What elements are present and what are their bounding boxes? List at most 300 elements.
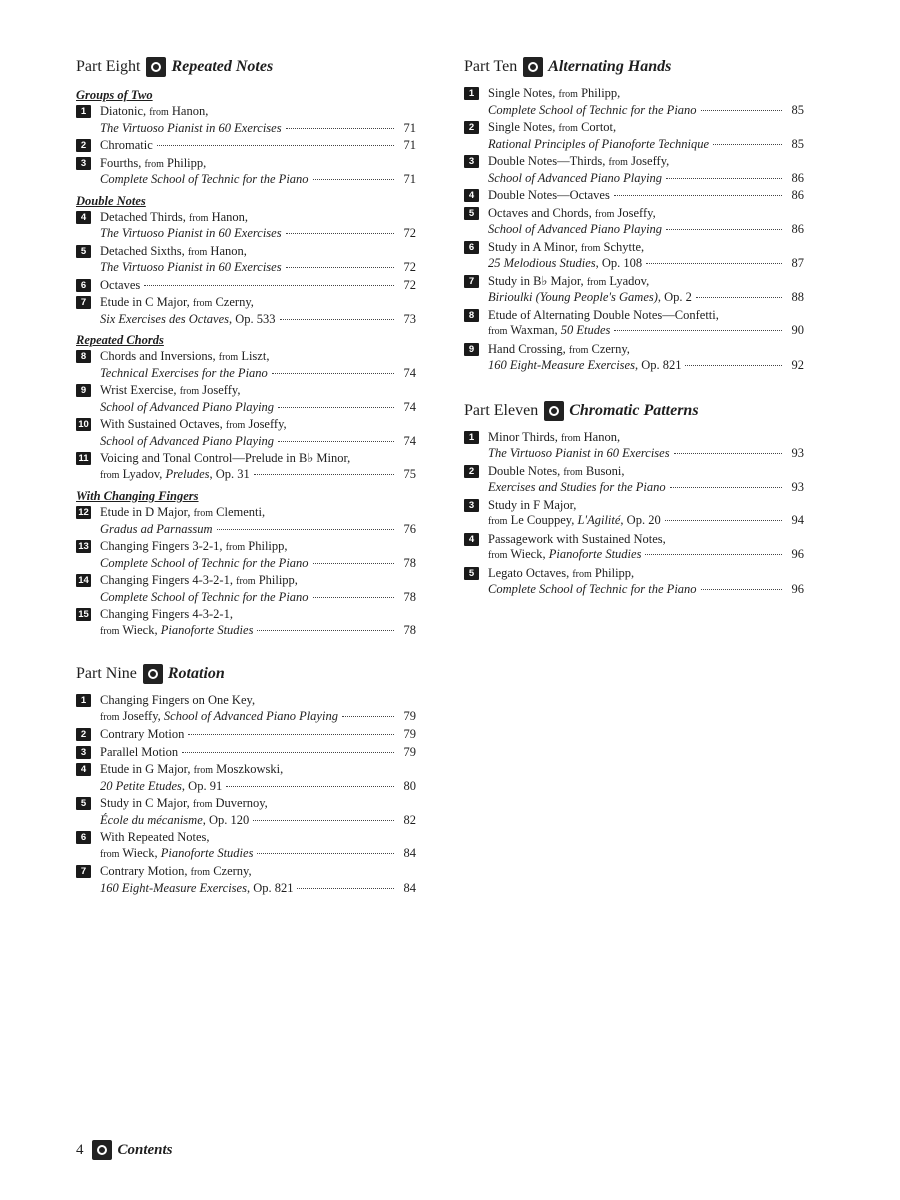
entry-number-badge: 5: [76, 797, 91, 810]
source-title: The Virtuoso Pianist in 60 Exercises: [100, 260, 282, 274]
toc-entry: [464, 532, 804, 564]
entry-line: [488, 256, 804, 272]
from-word: from: [608, 157, 628, 168]
dot-leader: [701, 107, 782, 111]
entry-body: [488, 308, 804, 340]
page-number: 74: [403, 365, 416, 380]
dot-leader: [313, 594, 394, 598]
source-title: Complete School of Technic for the Piano: [100, 589, 309, 604]
from-word: from: [580, 242, 601, 254]
source-title: 20 Petite Etudes: [100, 778, 182, 793]
entry-line: [488, 171, 804, 187]
part-title: Rotation: [167, 665, 225, 682]
entry-line: [100, 556, 416, 572]
entry-number-badge: 5: [464, 207, 479, 220]
entry-line: [488, 358, 804, 374]
source-title: Birioulki (Young People's Games): [488, 290, 658, 304]
entry-title-line: [100, 762, 283, 779]
entry-line: [488, 206, 804, 223]
part-nine-entries: [76, 693, 416, 896]
from-word: from: [488, 550, 508, 561]
composer-name: Czerny,: [215, 295, 254, 309]
source-title: Exercises and Studies for the Piano: [488, 480, 666, 494]
entry-number-badge: 8: [464, 309, 479, 322]
entry-number-badge: 9: [464, 343, 479, 356]
toc-entry: [76, 796, 416, 828]
entry-body: [488, 464, 804, 496]
page-footer: [76, 1140, 173, 1160]
entry-number-badge: 4: [76, 763, 91, 776]
entry-line: [488, 342, 804, 359]
source-title: L'Agilité: [577, 513, 621, 527]
entry-source-line: [100, 709, 338, 726]
entry-source-line: [488, 513, 661, 530]
entry-line: [100, 383, 416, 400]
entry-source-line: [488, 582, 697, 598]
composer-name: Clementi,: [216, 505, 266, 519]
entry-title-line: [100, 278, 140, 294]
entry-body: [100, 573, 416, 605]
entry-number-badge: 6: [464, 241, 479, 254]
from-word: from: [188, 212, 209, 224]
entry-line: [488, 513, 804, 530]
dot-leader: [614, 192, 782, 196]
entry-title-line: [488, 120, 616, 137]
page-number: 78: [403, 555, 416, 570]
entry-title-line: [488, 86, 620, 103]
entry-title-line: [100, 383, 240, 400]
entry-line: [488, 323, 804, 340]
entry-line: [100, 312, 416, 328]
entry-title: Detached Thirds,: [100, 209, 186, 224]
entry-number-badge: 1: [76, 105, 91, 118]
entry-title: Changing Fingers 4-3-2-1,: [100, 573, 233, 587]
entry-line: [488, 446, 804, 462]
entry-body: [100, 349, 416, 381]
entry-title: Study in C Major,: [100, 796, 190, 810]
dot-leader: [144, 282, 394, 286]
composer-name: Busoni,: [585, 463, 625, 478]
dot-leader: [257, 850, 394, 854]
from-word: from: [225, 420, 246, 431]
part-nine-heading: [76, 659, 416, 689]
entry-title-line: [100, 607, 233, 623]
toc-entry: [464, 86, 804, 118]
entry-source-line: [100, 312, 276, 328]
toc-entry: [76, 762, 416, 794]
piano-logo-icon: [92, 1140, 112, 1160]
entry-line: [100, 138, 416, 154]
page-number: 82: [403, 812, 416, 827]
dot-leader: [280, 316, 394, 320]
entry-line: [100, 104, 416, 121]
entry-line: [100, 522, 416, 538]
entry-title: Contrary Motion: [100, 727, 185, 741]
toc-entry: [464, 464, 804, 496]
from-word: from: [586, 276, 607, 288]
source-title: The Virtuoso Pianist in 60 Exercises: [100, 226, 282, 240]
page-number: 79: [403, 744, 416, 759]
from-word: from: [100, 848, 120, 860]
entry-title-line: [100, 244, 247, 261]
entry-body: [100, 830, 416, 862]
entry-title-line: [100, 104, 208, 121]
page-number: 85: [791, 102, 804, 117]
from-word: from: [100, 711, 120, 723]
toc-entry: [76, 745, 416, 761]
composer-name: Wieck,: [122, 622, 158, 637]
entry-source-line: [100, 813, 249, 829]
opus-number: , Op. 120: [202, 812, 250, 827]
part-eleven-entries: [464, 430, 804, 598]
composer-name: Philipp,: [167, 155, 207, 170]
from-word: from: [236, 576, 256, 587]
composer-name: Hanon,: [210, 243, 247, 258]
dot-leader: [188, 731, 394, 735]
toc-entry: [464, 498, 804, 530]
opus-number: , Op. 821: [634, 358, 682, 372]
entry-source-line: [100, 400, 274, 416]
from-word: from: [193, 508, 214, 519]
source-title: School of Advanced Piano Playing: [100, 433, 275, 448]
entry-title: Wrist Exercise,: [100, 383, 177, 397]
from-word: from: [572, 568, 592, 580]
piano-logo-icon: [523, 57, 543, 77]
from-word: from: [594, 208, 615, 220]
source-title: School of Advanced Piano Playing: [100, 399, 275, 414]
page-number: 96: [791, 547, 804, 561]
page-number: 71: [403, 120, 416, 135]
composer-name: Cortot,: [581, 120, 617, 134]
entry-line: [100, 762, 416, 779]
page-number: 72: [403, 277, 416, 292]
toc-entry: [76, 727, 416, 743]
entry-line: [100, 467, 416, 484]
composer-name: Duvernoy,: [215, 796, 268, 810]
entry-title-line: [100, 796, 268, 813]
entry-title-line: [100, 830, 210, 846]
toc-entry: [464, 206, 804, 238]
source-title: Pianoforte Studies: [160, 845, 254, 860]
entry-line: [100, 295, 416, 312]
entry-source-line: [488, 103, 697, 119]
entry-source-line: [488, 256, 642, 272]
entry-line: [100, 400, 416, 416]
entry-title-line: [488, 342, 630, 359]
entry-body: [488, 86, 804, 118]
composer-name: Joseffy,: [122, 708, 161, 723]
part-eleven-heading: [464, 396, 804, 426]
page-number: 84: [403, 880, 416, 895]
entry-line: [488, 308, 804, 324]
entry-line: [100, 226, 416, 242]
entry-title: Changing Fingers on One Key,: [100, 693, 256, 707]
dot-leader: [674, 450, 782, 454]
entry-line: [100, 709, 416, 726]
entry-number-badge: 13: [76, 540, 91, 553]
entry-title: Parallel Motion: [100, 744, 179, 759]
entry-line: [100, 210, 416, 227]
dot-leader: [286, 264, 394, 268]
entry-title: Study in A Minor,: [488, 239, 578, 254]
source-title: 160 Eight-Measure Exercises: [100, 880, 247, 895]
toc-entry: [76, 138, 416, 154]
toc-entry: [464, 240, 804, 272]
dot-leader: [313, 560, 394, 564]
entry-number-badge: 12: [76, 506, 91, 519]
source-title: 25 Melodious Studies: [488, 256, 596, 270]
dot-leader: [666, 175, 782, 179]
entry-body: [100, 745, 416, 761]
entry-line: [100, 539, 416, 556]
toc-entry: [76, 864, 416, 896]
entry-number-badge: 7: [76, 296, 91, 309]
entry-body: [488, 240, 804, 272]
entry-title: Hand Crossing,: [488, 341, 566, 356]
entry-body: [100, 138, 416, 154]
page-number: 79: [403, 708, 416, 723]
piano-logo-icon: [544, 401, 564, 421]
page-number: 94: [791, 513, 804, 527]
entry-source-line: [100, 590, 309, 606]
part-title: Alternating Hands: [548, 58, 672, 75]
from-word: from: [100, 625, 120, 637]
left-column: [76, 52, 416, 898]
from-word: from: [558, 123, 578, 134]
source-title: Technical Exercises for the Piano: [100, 365, 268, 380]
source-title: Pianoforte Studies: [548, 547, 642, 561]
from-word: from: [187, 246, 208, 258]
entry-body: [100, 451, 416, 483]
dot-leader: [272, 370, 394, 374]
entry-source-line: [488, 446, 670, 462]
dot-leader: [226, 783, 394, 787]
entry-body: [100, 383, 416, 415]
dot-leader: [217, 526, 394, 530]
entry-title-line: [100, 505, 265, 522]
page-number: 86: [791, 188, 804, 202]
entry-number-badge: 14: [76, 574, 91, 587]
composer-name: Wieck,: [122, 845, 158, 860]
entry-number-badge: 11: [76, 452, 91, 465]
entry-line: [100, 796, 416, 813]
toc-entry: [464, 120, 804, 152]
group-heading: Groups of Two: [76, 88, 153, 102]
page-number: 80: [403, 778, 416, 793]
entry-line: [100, 813, 416, 829]
entry-title: Passagework with Sustained Notes,: [488, 531, 666, 546]
entry-title: Changing Fingers 4-3-2-1,: [100, 607, 233, 621]
dot-leader: [645, 551, 782, 555]
entry-line: [100, 121, 416, 137]
entry-source-line: [100, 467, 250, 484]
toc-entry: [76, 383, 416, 415]
toc-entry: [76, 295, 416, 327]
source-title: Rational Principles of Pianoforte Technique: [488, 136, 710, 151]
page-number: 78: [403, 622, 416, 637]
entry-source-line: [100, 434, 274, 450]
page-number: 75: [403, 466, 416, 481]
entry-title-line: [488, 464, 624, 481]
from-word: from: [100, 469, 120, 481]
entry-source-line: [100, 226, 282, 242]
entry-number-badge: 4: [464, 533, 479, 546]
entry-title-line: [488, 274, 649, 291]
composer-name: Moszkowski,: [216, 762, 284, 776]
entry-title: With Sustained Octaves,: [100, 417, 223, 431]
entry-line: [488, 582, 804, 598]
entry-source-line: [488, 222, 662, 238]
entry-number-badge: 2: [464, 121, 479, 134]
entry-source-line: [488, 290, 692, 306]
entry-title: Etude of Alternating Double Notes—Confetti,: [488, 307, 719, 322]
page-number: 78: [403, 589, 416, 604]
page-number: 86: [791, 222, 804, 236]
dot-leader: [278, 438, 394, 442]
entry-body: [100, 295, 416, 327]
from-word: from: [563, 466, 583, 478]
opus-number: , Op. 821: [246, 880, 294, 895]
toc-entry: [76, 417, 416, 449]
toc-entry: [76, 104, 416, 136]
entry-number-badge: 7: [76, 865, 91, 878]
page-number: 86: [791, 170, 804, 185]
entry-title-line: [100, 693, 255, 709]
entry-line: [100, 693, 416, 709]
dot-leader: [713, 141, 782, 145]
entry-source-line: [488, 480, 666, 496]
toc-entry: [76, 156, 416, 188]
toc-entry: [464, 430, 804, 462]
entry-body: [100, 104, 416, 136]
dot-leader: [685, 362, 782, 366]
dot-leader: [614, 327, 782, 331]
dot-leader: [342, 713, 394, 717]
entry-title-line: [488, 308, 719, 324]
entry-body: [100, 727, 416, 743]
toc-entry: [76, 539, 416, 571]
page-number: 92: [791, 358, 804, 372]
entry-title-line: [100, 539, 288, 556]
dot-leader: [253, 817, 394, 821]
page-number: 4: [76, 1141, 84, 1158]
from-word: from: [558, 89, 578, 100]
entry-body: [100, 693, 416, 725]
entry-title: Legato Octaves,: [488, 565, 570, 580]
page-number: 74: [403, 399, 416, 414]
entry-title: Double Notes—Thirds,: [488, 154, 606, 168]
toc-entry: [464, 342, 804, 374]
entry-title-line: [100, 864, 252, 881]
from-word: from: [488, 326, 508, 337]
source-title: 50 Etudes: [560, 323, 611, 337]
toc-entry: [76, 210, 416, 242]
entry-line: [100, 727, 416, 743]
composer-name: Czerny,: [213, 864, 252, 878]
piano-logo-icon: [146, 57, 166, 77]
entry-line: [100, 830, 416, 846]
entry-line: [100, 623, 416, 640]
composer-name: Hanon,: [211, 209, 249, 224]
opus-number: , Op. 2: [657, 290, 692, 304]
entry-number-badge: 9: [76, 384, 91, 397]
entry-line: [100, 573, 416, 590]
entry-body: [488, 154, 804, 186]
from-word: from: [225, 542, 246, 553]
entry-line: [100, 607, 416, 623]
entry-title-line: [488, 430, 620, 447]
toc-entry: [76, 607, 416, 639]
page-number: 93: [791, 446, 804, 460]
entry-body: [488, 342, 804, 374]
entry-number-badge: 4: [76, 211, 91, 224]
opus-number: , Op. 533: [229, 311, 276, 326]
entry-line: [100, 349, 416, 366]
source-title: Complete School of Technic for the Piano: [488, 582, 697, 596]
from-word: from: [568, 344, 589, 356]
entry-body: [100, 864, 416, 896]
entry-line: [100, 590, 416, 606]
from-word: from: [192, 298, 213, 309]
entry-body: [100, 210, 416, 242]
entry-source-line: [488, 171, 662, 187]
entry-title-line: [100, 349, 269, 366]
entry-number-badge: 6: [76, 279, 91, 292]
entry-title: Octaves and Chords,: [488, 205, 592, 220]
entry-title-line: [100, 745, 178, 761]
entry-line: [100, 864, 416, 881]
entry-body: [100, 244, 416, 276]
composer-name: Joseffy,: [617, 205, 656, 220]
source-title: School of Advanced Piano Playing: [488, 222, 663, 236]
part-label: Part Ten: [464, 58, 518, 75]
entry-title-line: [488, 240, 644, 257]
entry-title-line: [100, 156, 206, 173]
entry-source-line: [488, 358, 681, 374]
entry-body: [488, 532, 804, 564]
toc-entry: [464, 154, 804, 186]
page-number: 90: [791, 323, 804, 337]
part-label: Part Eleven: [464, 401, 539, 419]
entry-line: [100, 172, 416, 188]
entry-number-badge: 3: [464, 499, 479, 512]
dot-leader: [278, 404, 394, 408]
source-title: Six Exercises des Octaves: [100, 311, 229, 326]
entry-line: [488, 547, 804, 564]
dot-leader: [157, 142, 394, 146]
entry-line: [488, 240, 804, 257]
source-title: The Virtuoso Pianist in 60 Exercises: [488, 446, 670, 460]
toc-entry: [464, 188, 804, 204]
entry-number-badge: 5: [464, 567, 479, 580]
entry-line: [100, 434, 416, 450]
composer-name: Schytte,: [603, 239, 645, 254]
from-word: from: [179, 386, 200, 397]
source-title: École du mécanisme: [100, 812, 203, 827]
entry-title-line: [488, 206, 656, 223]
entry-line: [488, 154, 804, 171]
composer-name: Waxman,: [510, 323, 558, 337]
entry-line: [488, 480, 804, 496]
entry-source-line: [100, 881, 293, 897]
dot-leader: [286, 125, 394, 129]
part-title: Chromatic Patterns: [569, 401, 699, 419]
page-number: 93: [791, 480, 804, 494]
entry-body: [488, 120, 804, 152]
entry-title: With Repeated Notes,: [100, 830, 210, 844]
entry-title: Single Notes,: [488, 120, 556, 134]
composer-name: Wieck,: [510, 547, 546, 561]
